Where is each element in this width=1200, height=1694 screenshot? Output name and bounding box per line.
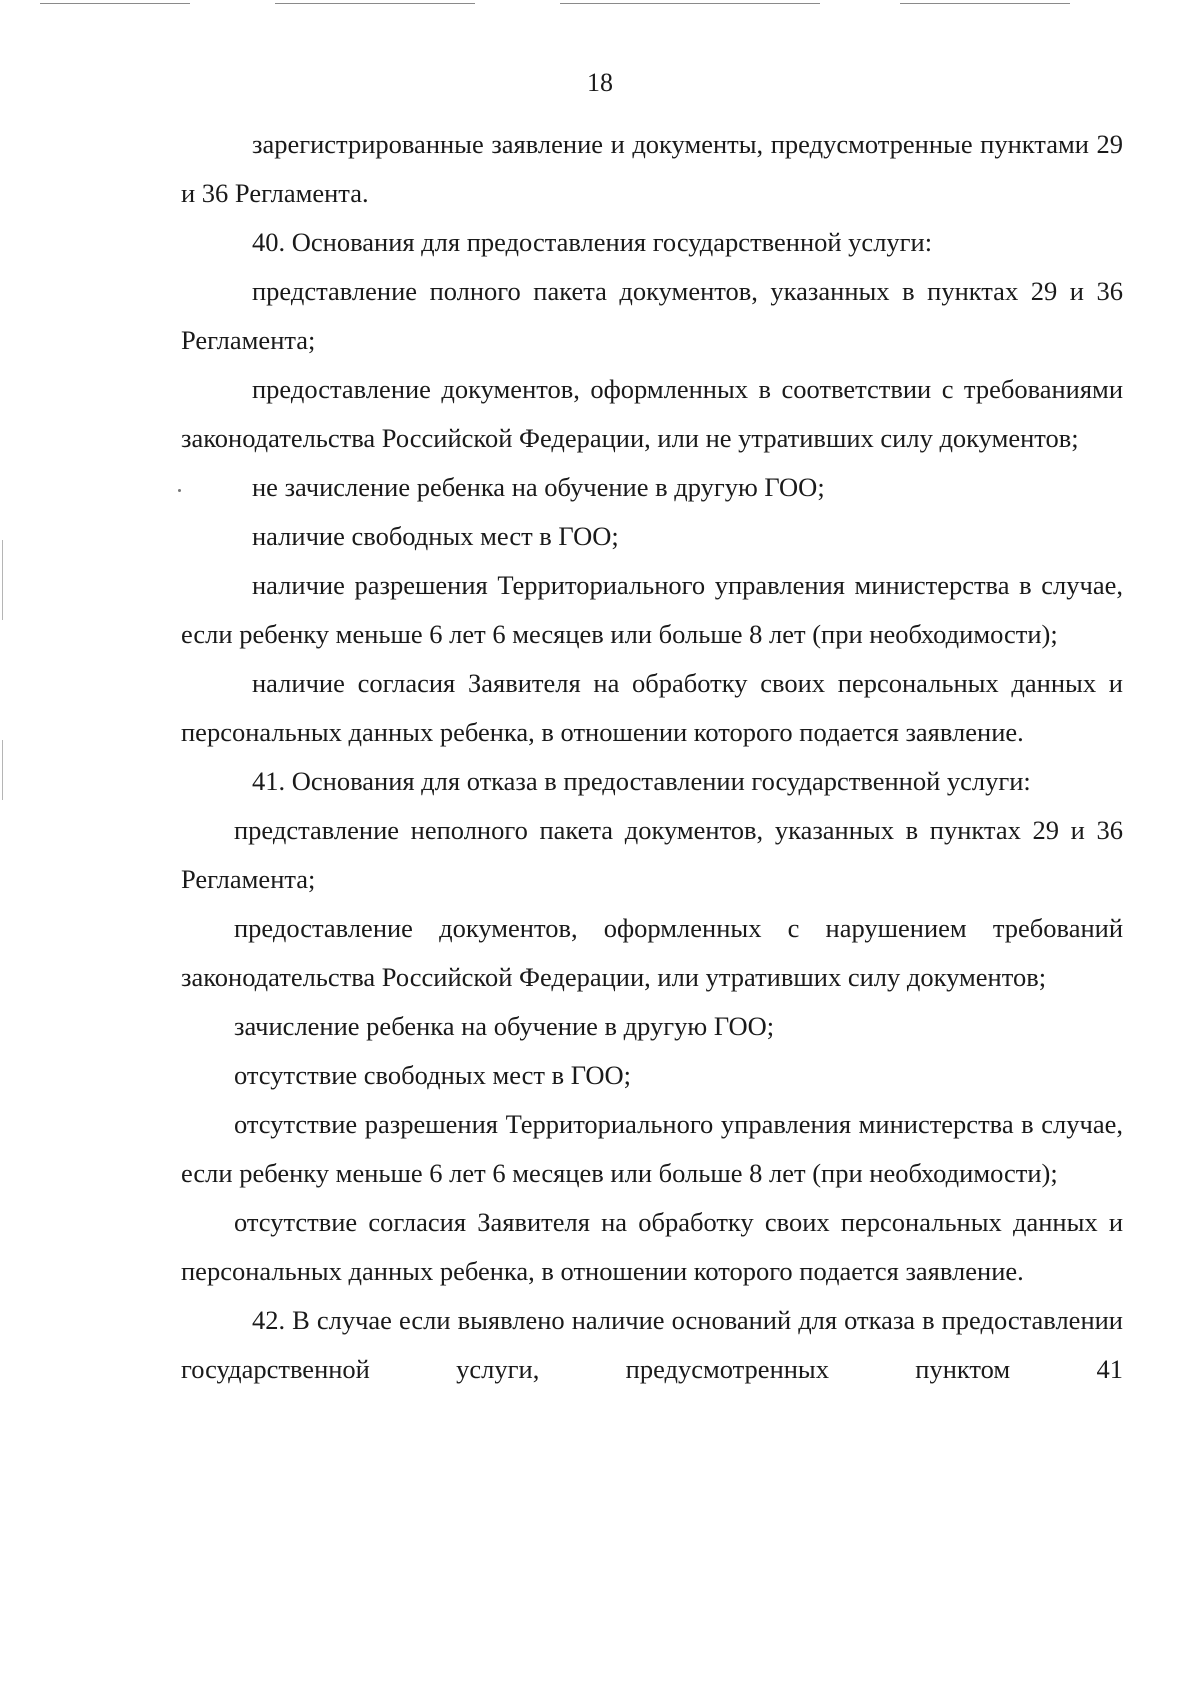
- list-item: предоставление документов, оформленных в соответствии с требованиями законодательства Российской Федерации, или не утративших силу документов;: [181, 374, 1123, 453]
- document-body: [181, 120, 1123, 1394]
- list-item: отсутствие свободных мест в ГОО;: [234, 1060, 632, 1090]
- list-item: предоставление документов, оформленных с нарушением требований законодательства Российской Федерации, или утративших силу документов;: [181, 913, 1123, 992]
- list-item: представление неполного пакета документов, указанных в пунктах 29 и 36 Регламента;: [181, 815, 1123, 894]
- list-item: не зачисление ребенка на обучение в другую ГОО;: [252, 472, 825, 502]
- list-item: наличие свободных мест в ГОО;: [252, 521, 619, 551]
- list-item: отсутствие разрешения Территориального управления министерства в случае, если ребенку меньше 6 лет 6 месяцев или больше 8 лет (при необходимости);: [181, 1109, 1123, 1188]
- section-heading-40: 40. Основания для предоставления государственной услуги:: [252, 227, 933, 257]
- scan-edge-line: [900, 3, 1070, 4]
- scan-edge-line: [2, 540, 3, 620]
- section-paragraph-42: 42. В случае если выявлено наличие оснований для отказа в предоставлении государственной услуги, предусмотренных пунктом 41: [181, 1305, 1123, 1384]
- list-item: наличие разрешения Территориального управления министерства в случае, если ребенку меньше 6 лет 6 месяцев или больше 8 лет (при необходимости);: [181, 570, 1123, 649]
- scan-edge-line: [275, 3, 475, 4]
- scan-edge-line: [2, 740, 3, 800]
- scan-edge-line: [40, 3, 190, 4]
- list-item: наличие согласия Заявителя на обработку своих персональных данных и персональных данных ребенка, в отношении которого подается заявление.: [181, 668, 1123, 747]
- scan-edge-line: [560, 3, 820, 4]
- list-item: зачисление ребенка на обучение в другую ГОО;: [234, 1011, 775, 1041]
- page-number: 18: [587, 68, 613, 97]
- list-item: представление полного пакета документов, указанных в пунктах 29 и 36 Регламента;: [181, 276, 1123, 355]
- section-heading-41: 41. Основания для отказа в предоставлении государственной услуги:: [252, 766, 1031, 796]
- list-item: отсутствие согласия Заявителя на обработку своих персональных данных и персональных данных ребенка, в отношении которого подается заявление.: [181, 1207, 1123, 1286]
- paragraph: зарегистрированные заявление и документы, предусмотренные пунктами 29 и 36 Регламента.: [181, 129, 1123, 208]
